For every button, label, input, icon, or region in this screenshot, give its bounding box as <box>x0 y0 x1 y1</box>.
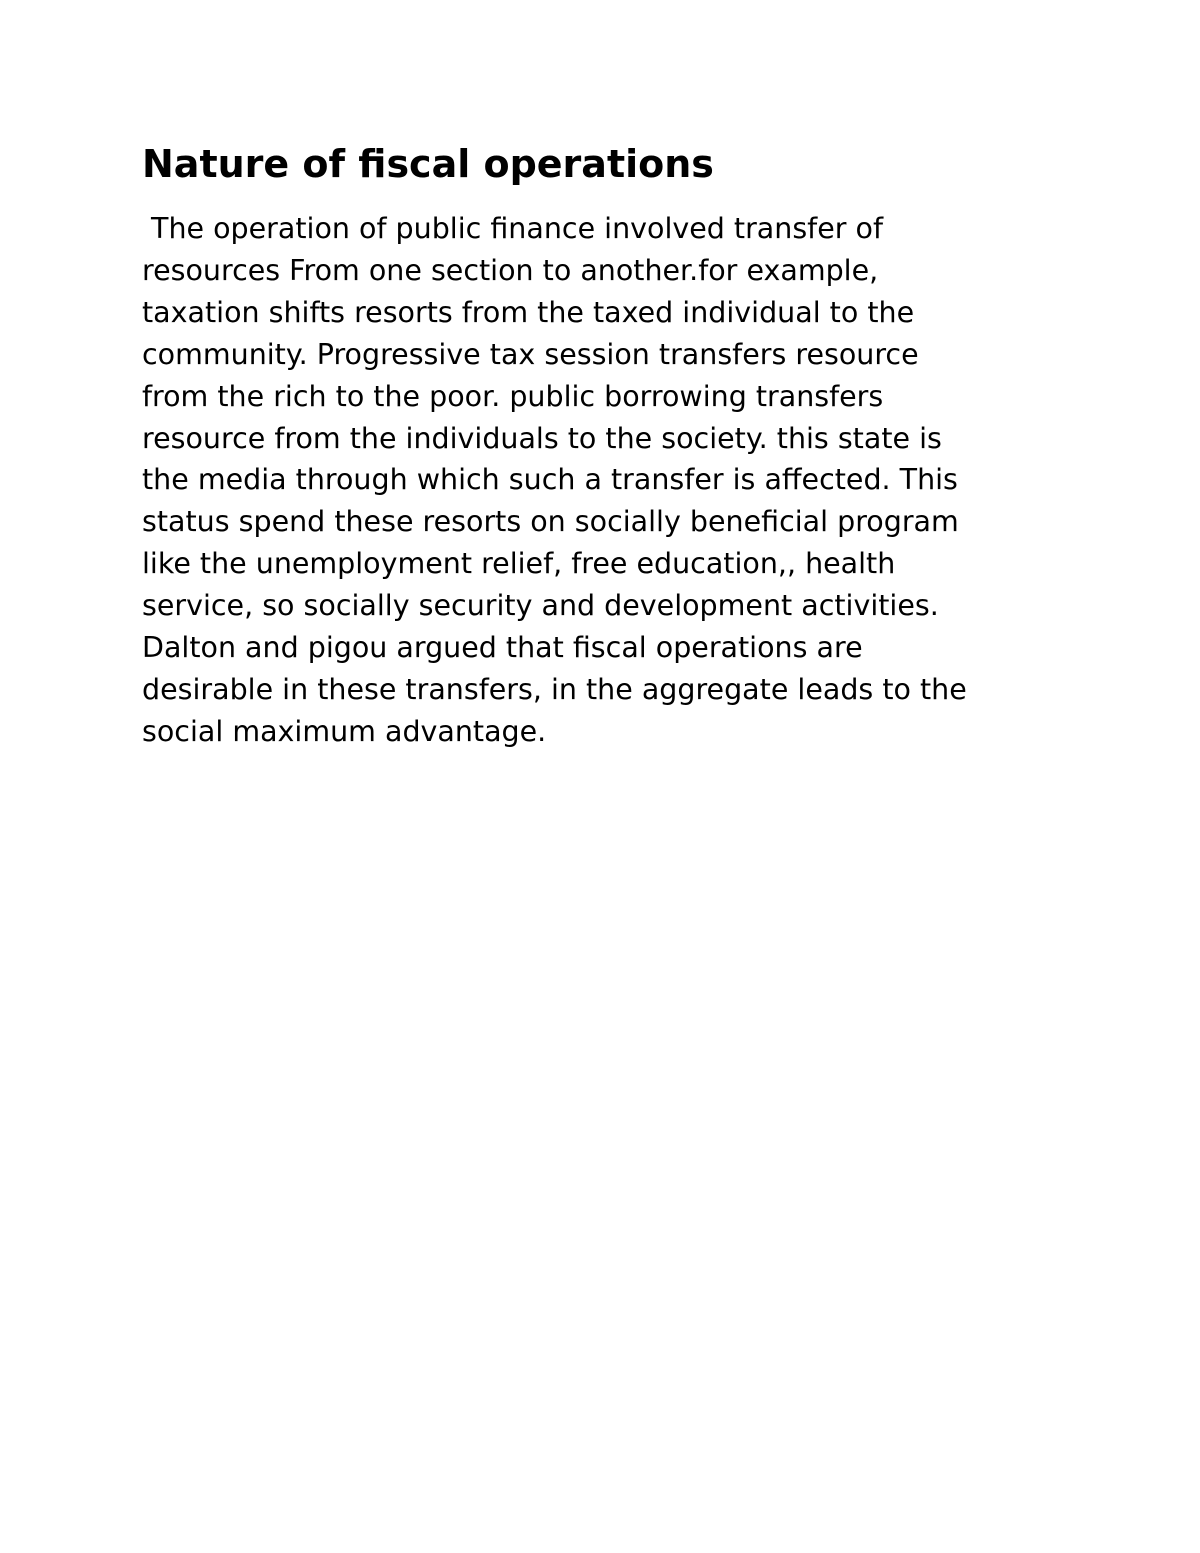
paragraph-line: desirable in these transfers, in the aggregate leads to the <box>142 672 967 706</box>
paragraph-line: like the unemployment relief, free education,, health <box>142 547 896 581</box>
paragraph-line: from the rich to the poor. public borrowing transfers <box>142 379 884 413</box>
paragraph-line: community. Progressive tax session transfers resource <box>142 337 919 371</box>
paragraph-line: taxation shifts resorts from the taxed individual to the <box>142 295 915 329</box>
body-paragraph <box>142 208 1102 753</box>
paragraph-line: The operation of public finance involved transfer of <box>142 212 883 245</box>
paragraph-line: status spend these resorts on socially beneficial program <box>142 505 959 539</box>
paragraph-line: the media through which such a transfer is affected. This <box>142 463 958 497</box>
paragraph-line: Dalton and pigou argued that fiscal operations are <box>142 631 863 665</box>
document-title: Nature of fiscal operations <box>142 142 714 186</box>
paragraph-line: service, so socially security and development activities. <box>142 589 939 623</box>
paragraph-line: resource from the individuals to the society. this state is <box>142 421 942 455</box>
paragraph-line: resources From one section to another.for example, <box>142 253 879 287</box>
paragraph-line: social maximum advantage. <box>142 714 547 748</box>
